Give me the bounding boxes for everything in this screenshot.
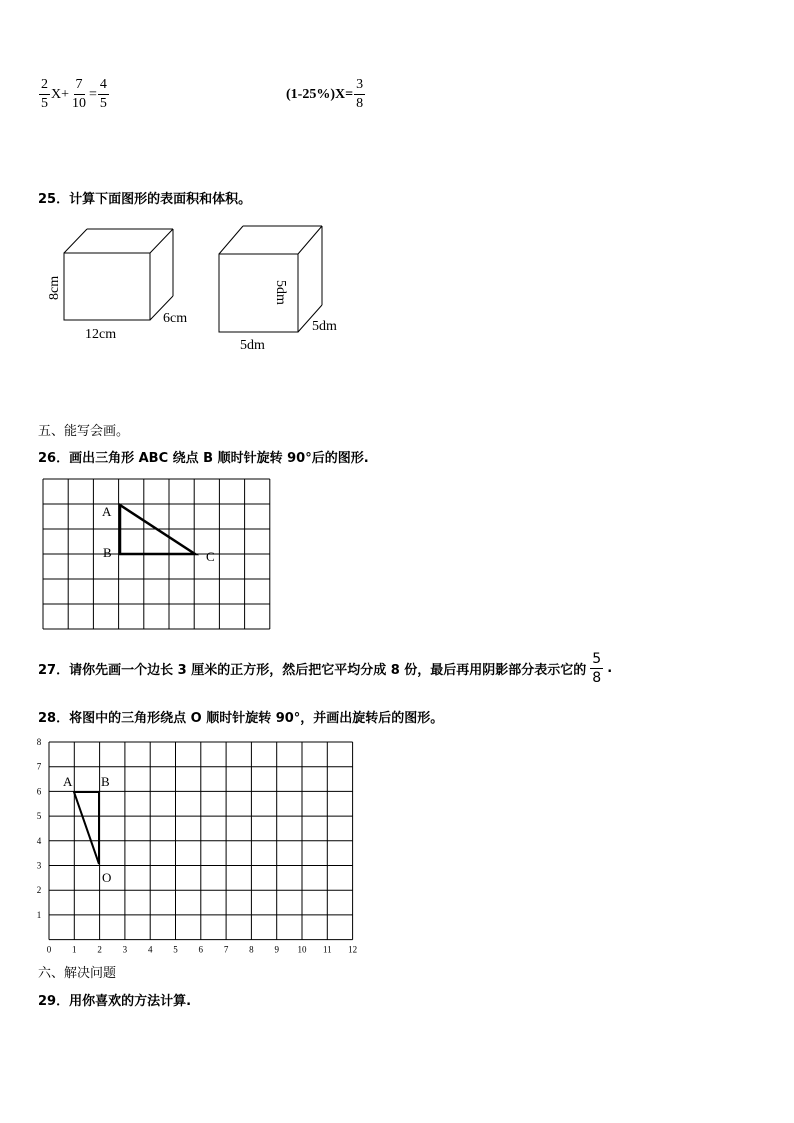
y-tick-label: 5 — [36, 811, 42, 822]
cuboid-width-label: 6cm — [163, 311, 188, 326]
x-tick-label: 7 — [223, 944, 229, 955]
fraction: $\frac{7}{10}$ — [72, 77, 87, 111]
q28-grid — [34, 738, 364, 958]
y-tick-label: 3 — [36, 860, 42, 871]
x-tick-label: 3 — [122, 944, 128, 955]
x-tick-label: 6 — [198, 944, 204, 955]
y-tick-label: 4 — [36, 835, 42, 846]
x-tick-label: 8 — [249, 944, 254, 955]
cuboid-figure — [40, 222, 210, 347]
x-tick-label: 12 — [348, 944, 358, 955]
equals-sign: = — [89, 86, 97, 102]
equation-1 — [38, 78, 110, 111]
label-a: A — [102, 504, 112, 519]
cube-depth-label: 5dm — [312, 319, 337, 334]
cuboid-height-label: 8cm — [47, 275, 62, 300]
x-tick-label: 0 — [46, 944, 52, 955]
section-5-heading: 五、能写会画。 — [38, 424, 130, 439]
label-a: A — [63, 774, 73, 789]
x-tick-label: 10 — [297, 944, 307, 955]
q26-grid — [40, 476, 280, 636]
x-tick-label: 11 — [322, 944, 332, 955]
equation-lhs: (1-25%)X= — [286, 86, 354, 102]
question-27-text: 27．请你先画一个边长 3 厘米的正方形，然后把它平均分成 8 份，最后再用阴影部分表示它的 — [38, 663, 587, 678]
x-axis-ticks — [47, 945, 357, 955]
label-o: O — [102, 870, 112, 885]
fraction: $\frac{2}{5}$ — [41, 77, 48, 111]
x-tick-label: 5 — [173, 944, 178, 955]
label-c: C — [206, 549, 215, 564]
y-tick-label: 2 — [36, 885, 42, 896]
cube-length-label: 5dm — [240, 338, 265, 353]
fraction: $\frac{4}{5}$ — [99, 77, 107, 111]
triangle-abo — [74, 792, 99, 864]
cube-figure — [210, 222, 360, 357]
y-tick-label: 6 — [36, 786, 42, 797]
x-tick-label: 4 — [147, 944, 153, 955]
x-tick-label: 2 — [97, 944, 102, 955]
y-tick-label: 8 — [36, 738, 42, 747]
y-tick-label: 7 — [36, 761, 42, 772]
cuboid-length-label: 12cm — [85, 327, 117, 342]
period: . — [607, 661, 613, 676]
cube-height-label: 5dm — [273, 280, 288, 305]
fraction: $\frac{3}{8}$ — [356, 77, 364, 111]
y-tick-label: 1 — [36, 909, 42, 920]
question-26: 26．画出三角形 ABC 绕点 B 顺时针旋转 90°后的图形. — [38, 451, 369, 466]
x-tick-label: 1 — [72, 944, 77, 955]
x-tick-label: 9 — [274, 944, 279, 955]
label-b: B — [103, 545, 112, 560]
question-27 — [38, 652, 612, 685]
y-axis-ticks — [37, 738, 42, 920]
x-plus: X+ — [51, 86, 70, 102]
question-25: 25．计算下面图形的表面积和体积。 — [38, 192, 252, 207]
question-28: 28．将图中的三角形绕点 O 顺时针旋转 90°，并画出旋转后的图形。 — [38, 711, 444, 726]
section-6-heading: 六、解决问题 — [38, 966, 117, 981]
grid-lines — [49, 742, 353, 940]
question-29: 29．用你喜欢的方法计算. — [38, 994, 192, 1009]
fraction-five-eighths: $\frac{5}{8}$ — [592, 651, 602, 686]
equation-2 — [286, 78, 366, 111]
label-b: B — [101, 774, 110, 789]
